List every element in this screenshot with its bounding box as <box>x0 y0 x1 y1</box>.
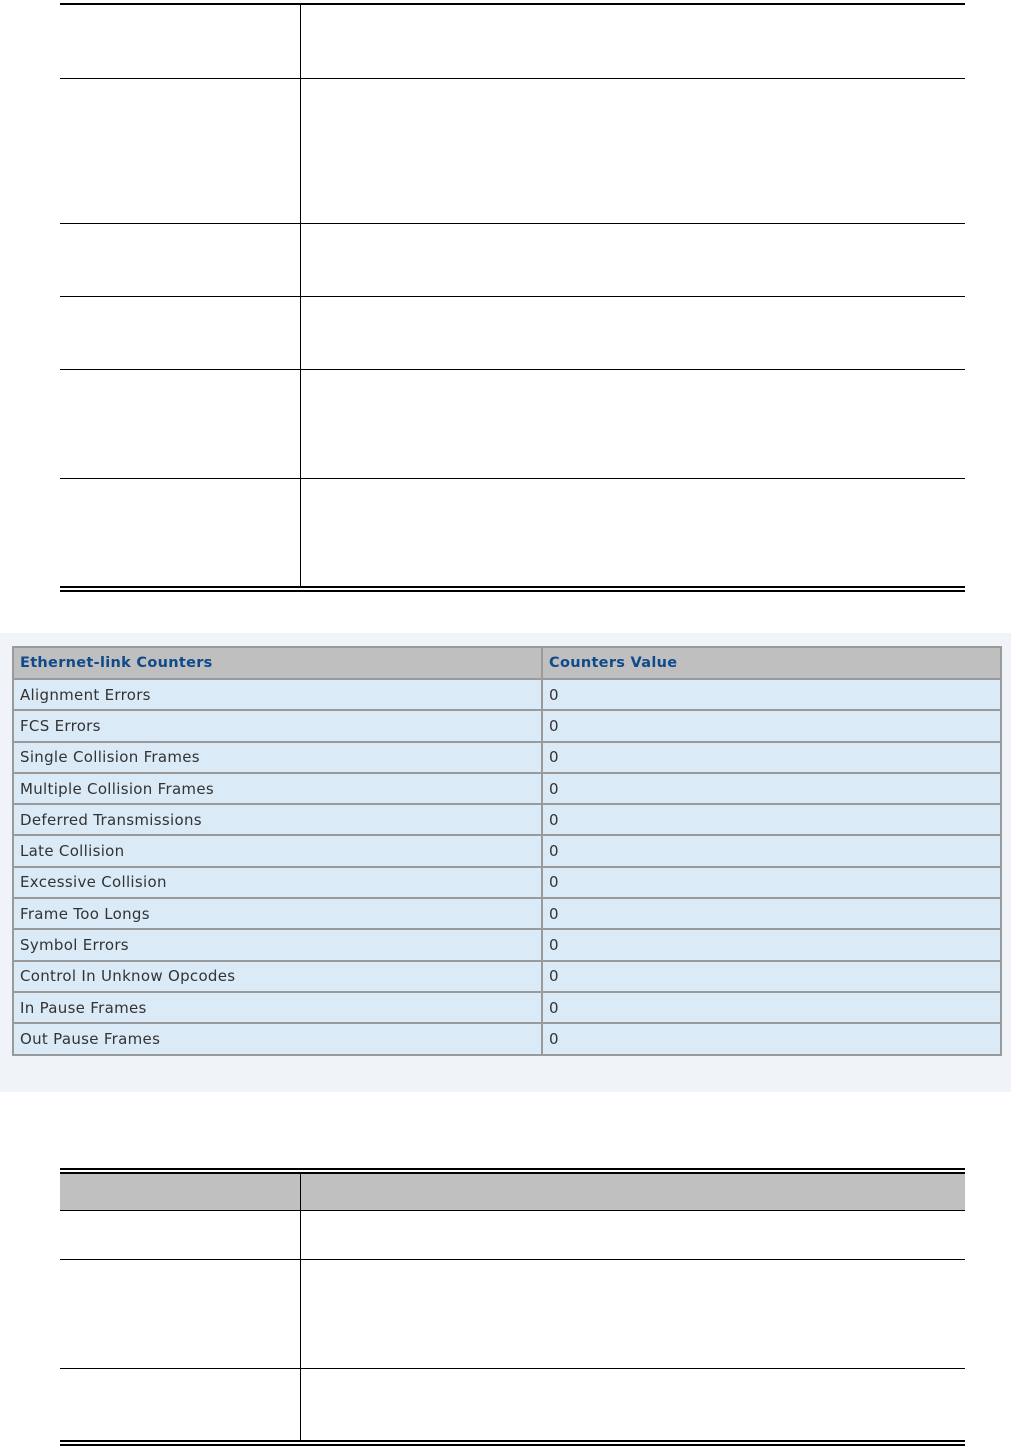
counter-value: 0 <box>542 961 1001 992</box>
counter-name: Excessive Collision <box>13 867 542 898</box>
counter-value: 0 <box>542 867 1001 898</box>
counter-value: 0 <box>542 679 1001 710</box>
table-header-band <box>60 1174 965 1211</box>
table-row <box>13 835 1001 866</box>
top-rule <box>60 3 965 5</box>
bottom-rule <box>60 590 965 592</box>
bottom-rule <box>60 1440 965 1442</box>
table-row <box>13 961 1001 992</box>
row-divider <box>60 78 965 79</box>
table-row <box>13 773 1001 804</box>
counter-name: Control In Unknow Opcodes <box>13 961 542 992</box>
row-divider <box>60 369 965 370</box>
counter-value: 0 <box>542 742 1001 773</box>
bottom-rule <box>60 586 965 588</box>
table-row <box>13 710 1001 741</box>
counter-name: Symbol Errors <box>13 929 542 960</box>
column-divider <box>300 3 301 587</box>
counter-value: 0 <box>542 992 1001 1023</box>
counter-value: 0 <box>542 898 1001 929</box>
table-row <box>13 679 1001 710</box>
top-rule <box>60 1168 965 1170</box>
column-divider <box>300 1174 301 1442</box>
counter-name: FCS Errors <box>13 710 542 741</box>
bottom-rule <box>60 1444 965 1446</box>
table-row <box>13 929 1001 960</box>
row-divider <box>60 1259 965 1260</box>
table-row <box>13 742 1001 773</box>
table-row <box>13 898 1001 929</box>
ethernet-link-counters-table <box>12 646 1002 1056</box>
counter-name: Out Pause Frames <box>13 1023 542 1054</box>
counter-name: Multiple Collision Frames <box>13 773 542 804</box>
counter-name: In Pause Frames <box>13 992 542 1023</box>
table-row <box>13 1023 1001 1054</box>
header-divider <box>60 1210 965 1211</box>
counter-name: Single Collision Frames <box>13 742 542 773</box>
column-header-counter: Ethernet-link Counters <box>13 647 542 679</box>
counter-name: Frame Too Longs <box>13 898 542 929</box>
table-row <box>13 992 1001 1023</box>
row-divider <box>60 478 965 479</box>
counter-value: 0 <box>542 710 1001 741</box>
counter-value: 0 <box>542 929 1001 960</box>
counter-name: Deferred Transmissions <box>13 804 542 835</box>
counter-value: 0 <box>542 773 1001 804</box>
row-divider <box>60 1368 965 1369</box>
table-header-row <box>13 647 1001 679</box>
column-header-value: Counters Value <box>542 647 1001 679</box>
table-row <box>13 867 1001 898</box>
counter-name: Alignment Errors <box>13 679 542 710</box>
row-divider <box>60 223 965 224</box>
counter-name: Late Collision <box>13 835 542 866</box>
row-divider <box>60 296 965 297</box>
counter-value: 0 <box>542 835 1001 866</box>
table-row <box>13 804 1001 835</box>
counter-value: 0 <box>542 804 1001 835</box>
counter-value: 0 <box>542 1023 1001 1054</box>
